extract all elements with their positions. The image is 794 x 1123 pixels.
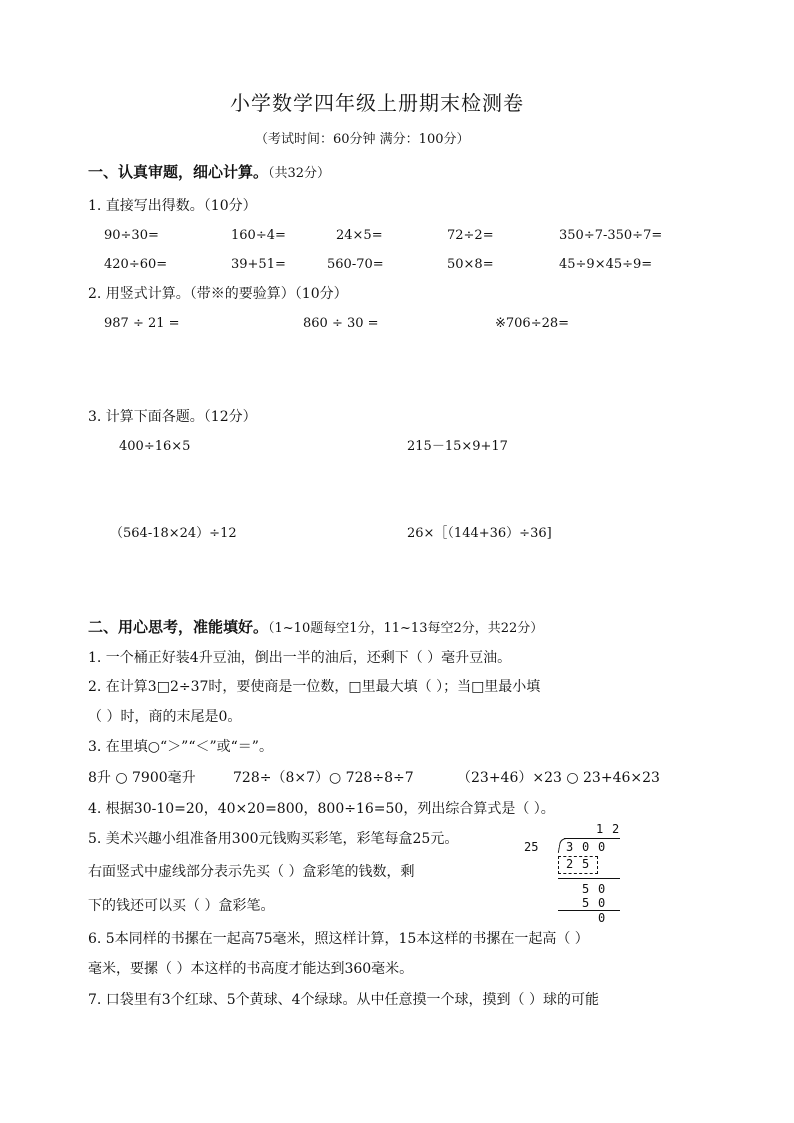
oral-calc-item: 420÷60=	[104, 257, 168, 272]
compare-item: 8升 ○ 7900毫升	[88, 770, 196, 786]
mixed-calc-item: 215－15×9+17	[407, 439, 508, 454]
step-digit: 2	[566, 857, 574, 871]
vertical-calc-item: 987 ÷ 21 =	[104, 316, 180, 331]
fill-question-5-line-1: 5. 美术兴趣小组准备用300元钱购买彩笔，彩笔每盒25元。	[88, 831, 459, 847]
fill-question-5-line-3: 下的钱还可以买（ ）盒彩笔。	[88, 898, 275, 914]
remainder: 0	[598, 911, 606, 925]
section-1-title: 一、认真审题，细心计算。	[88, 163, 269, 181]
division-bar	[564, 838, 620, 839]
step-digit: 5	[582, 857, 590, 871]
oral-calc-item: 50×8=	[447, 257, 494, 272]
compare-item: （23+46）×23 ○ 23+46×23	[457, 770, 660, 786]
step-digit: 0	[598, 896, 606, 910]
fill-question-1: 1. 一个桶正好装4升豆油，倒出一半的油后，还剩下（ ）毫升豆油。	[88, 650, 512, 666]
vertical-calc-item: 860 ÷ 30 =	[303, 316, 379, 331]
oral-calc-item: 350÷7-350÷7=	[559, 228, 663, 243]
dividend-digit: 0	[598, 840, 606, 854]
dashed-box	[558, 856, 598, 874]
section-1-heading	[88, 163, 330, 183]
section-2-heading	[88, 618, 543, 638]
oral-calc-item: 160÷4=	[231, 228, 286, 243]
step-digit: 5	[582, 882, 590, 896]
step-line	[558, 878, 620, 879]
long-division-figure	[522, 822, 632, 926]
question-1-1-label: 1. 直接写出得数。（10分）	[88, 198, 257, 214]
fill-question-3: 3. 在里填○“＞”“＜”或“＝”。	[88, 739, 273, 755]
dividend-digit: 3	[566, 840, 574, 854]
fill-question-2-line-2: （ ）时，商的末尾是0。	[88, 709, 242, 725]
question-1-3-label: 3. 计算下面各题。（12分）	[88, 409, 257, 425]
mixed-calc-item: 26×［（144+36）÷36]	[407, 526, 552, 541]
fill-question-2-line-1: 2. 在计算3□2÷37时，要使商是一位数，□里最大填（ ）；当□里最小填	[88, 679, 541, 695]
fill-question-5-line-2: 右面竖式中虚线部分表示先买（ ）盒彩笔的钱数，剩	[88, 864, 415, 880]
oral-calc-item: 72÷2=	[447, 228, 494, 243]
compare-item: 728÷（8×7）○ 728÷8÷7	[233, 770, 414, 786]
divisor: 25	[524, 840, 539, 854]
mixed-calc-item: 400÷16×5	[119, 439, 191, 454]
question-1-2-label: 2. 用竖式计算。（带※的要验算）（10分）	[88, 286, 348, 302]
section-2-note: （1~10题每空1分，11~13每空2分，共22分）	[268, 621, 544, 636]
oral-calc-item: 90÷30=	[104, 228, 159, 243]
step-line	[558, 910, 620, 911]
step-digit: 0	[598, 882, 606, 896]
mixed-calc-item: （564-18×24）÷12	[110, 526, 237, 541]
oral-calc-item: 560-70=	[327, 257, 384, 272]
fill-question-6-line-2: 毫米，要摞（ ）本这样的书高度才能达到360毫米。	[88, 961, 414, 977]
step-digit: 5	[582, 896, 590, 910]
dividend-digit: 0	[582, 840, 590, 854]
quotient-digit: 2	[612, 822, 620, 836]
oral-calc-item: 39+51=	[231, 257, 286, 272]
oral-calc-item: 24×5=	[336, 228, 383, 243]
oral-calc-item: 45÷9×45÷9=	[559, 257, 653, 272]
fill-question-6-line-1: 6. 5本同样的书摞在一起高75毫米，照这样计算，15本这样的书摞在一起高（ ）	[88, 931, 589, 947]
fill-question-7: 7. 口袋里有3个红球、5个黄球、4个绿球。从中任意摸一个球，摸到（ ）球的可能	[88, 992, 599, 1008]
fill-question-4: 4. 根据30-10=20，40×20=800，800÷16=50，列出综合算式是（ ）。	[88, 801, 555, 817]
section-2-title: 二、用心思考，准能填好。	[88, 618, 269, 636]
quotient-digit: 1	[596, 822, 604, 836]
section-1-note: （共32分）	[268, 166, 331, 181]
vertical-calc-item: ※706÷28=	[495, 316, 570, 331]
exam-info: （考试时间：60分钟 满分：100分）	[255, 132, 470, 147]
page-title: 小学数学四年级上册期末检测卷	[230, 91, 524, 115]
